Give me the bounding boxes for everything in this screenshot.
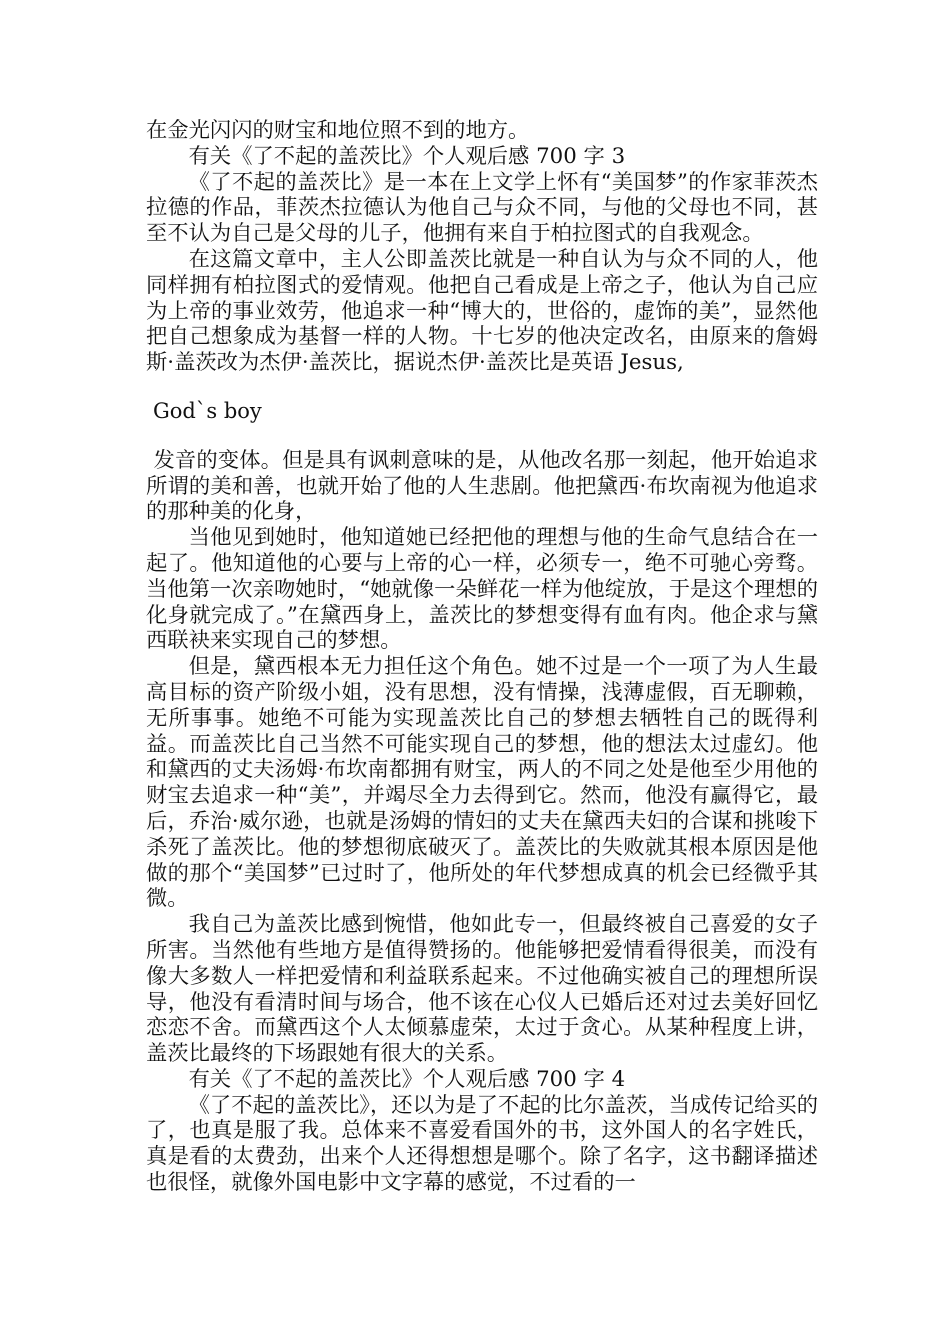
section-heading-3: 有关《了不起的盖茨比》个人观后感 700 字 3 — [188, 143, 626, 169]
paragraph: 我自己为盖茨比感到惋惜，他如此专一，但最终被自己喜爱的女子所害。当然他有些地方是值得赞扬的。他能够把爱情看得很美，而没有像大多数人一样把爱情和利益联系起来。不过他确实被自己的理想所误导，他没有看清时间与场合，他不该在心仪人已婚后还对过去美好回忆恋恋不舍。而黛西这个人太倾慕虚荣，太过于贪心。从某种程度上讲，盖茨比最终的下场跟她有很大的关系。 — [146, 912, 818, 1067]
paragraph: 《了不起的盖茨比》是一本在上文学上怀有“美国梦”的作家菲茨杰拉德的作品，菲茨杰拉德认为他自己与众不同，与他的父母也不同，甚至不认为自己是父母的儿子，他拥有来自于柏拉图式的自我观念。 — [146, 169, 818, 247]
paragraph: 《了不起的盖茨比》，还以为是了不起的比尔盖茨，当成传记给买的了，也真是服了我。总体来不喜爱看国外的书，这外国人的名字姓氏，真是看的太费劲，出来个人还得想想是哪个。除了名字，这书翻译描述也很怪，就像外国电影中文字幕的感觉，不过看的一 — [146, 1092, 818, 1196]
document-body — [146, 118, 818, 1196]
section-heading-4: 有关《了不起的盖茨比》个人观后感 700 字 4 — [188, 1066, 626, 1092]
paragraph-continuation: 在金光闪闪的财宝和地位照不到的地方。 — [146, 118, 530, 143]
paragraph: 在这篇文章中，主人公即盖茨比就是一种自认为与众不同的人，他同样拥有柏拉图式的爱情观。他把自己看成是上帝之子，他认为自己应为上帝的事业效劳，他追求一种“博大的，世俗的，虚饰的美”，显然他把自己想象成为基督一样的人物。十七岁的他决定改名，由原来的詹姆斯·盖茨改为杰伊·盖茨比，据说杰伊·盖茨比是英语 Jesus, — [146, 246, 818, 376]
paragraph: 但是，黛西根本无力担任这个角色。她不过是一个一项了为人生最高目标的资产阶级小姐，没有思想，没有情操，浅薄虚假，百无聊赖，无所事事。她绝不可能为实现盖茨比自己的梦想去牺牲自己的既得利益。而盖茨比自己当然不可能实现自己的梦想，他的想法太过虚幻。他和黛西的丈夫汤姆·布坎南都拥有财宝，两人的不同之处是他至少用他的财宝去追求一种“美”，并竭尽全力去得到它。然而，他没有赢得它，最后，乔治·威尔逊，也就是汤姆的情妇的丈夫在黛西夫妇的合谋和挑唆下杀死了盖茨比。他的梦想彻底破灭了。盖茨比的失败就其根本原因是他做的那个“美国梦”已过时了，他所处的年代梦想成真的机会已经微乎其微。 — [146, 654, 818, 912]
paragraph: 当他见到她时，他知道她已经把他的理想与他的生命气息结合在一起了。他知道他的心要与上帝的心一样，必须专一，绝不可驰心旁骛。当他第一次亲吻她时，“她就像一朵鲜花一样为他绽放，于是这个理想的化身就完成了。”在黛西身上，盖茨比的梦想变得有血有肉。他企求与黛西联袂来实现自己的梦想。 — [146, 525, 818, 654]
english-phrase-line: God`s boy — [153, 398, 262, 423]
paragraph: 发音的变体。但是具有讽刺意味的是，从他改名那一刻起，他开始追求所谓的美和善，也就开始了他的人生悲剧。他把黛西·布坎南视为他追求的那种美的化身， — [146, 447, 818, 525]
